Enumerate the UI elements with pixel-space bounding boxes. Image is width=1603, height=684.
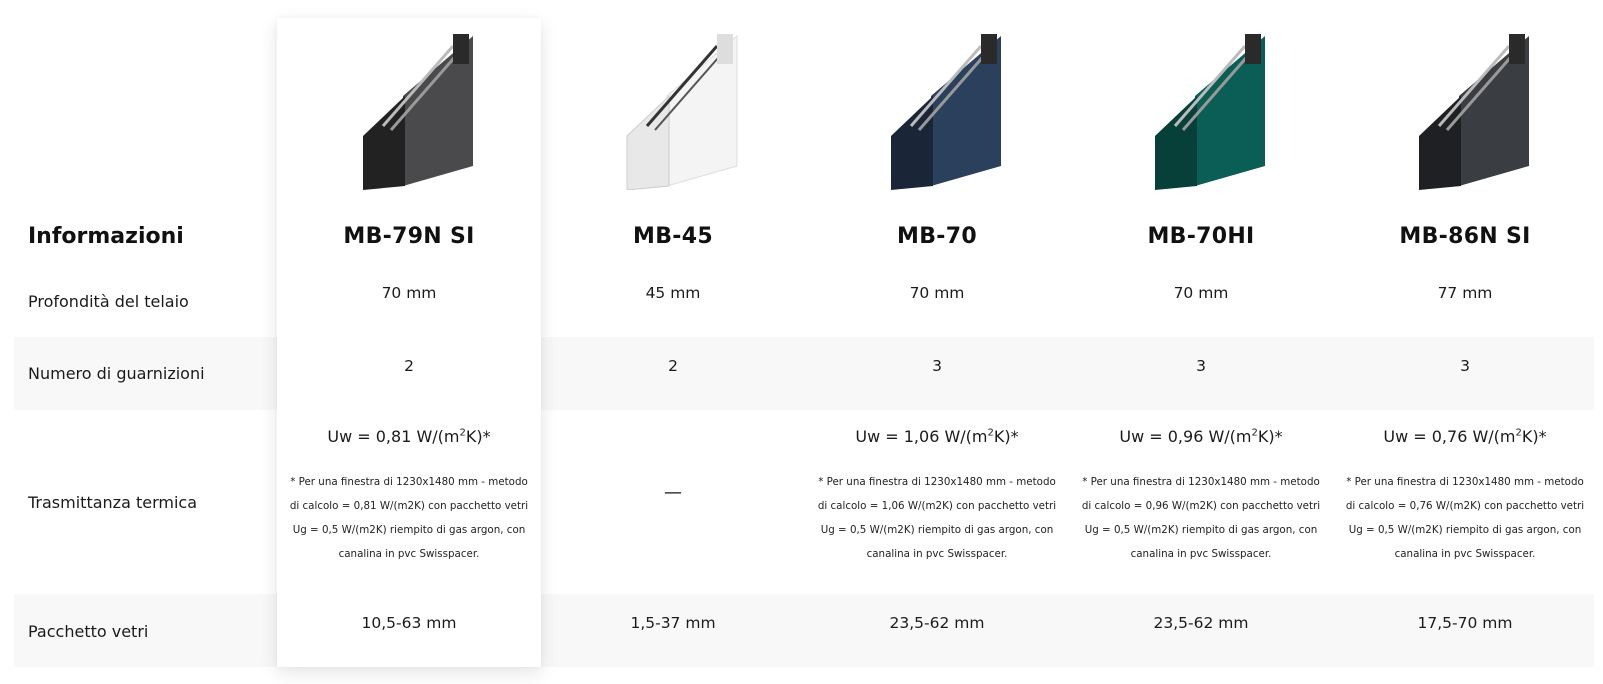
product-name[interactable]: MB-45	[633, 224, 713, 249]
product-name[interactable]: MB-86N SI	[1399, 224, 1531, 249]
window-profile-icon	[1135, 26, 1267, 190]
thermal-note: * Per una finestra di 1230x1480 mm - metodo di calcolo = 0,96 W/(m2K) con pacchetto vetri Ug = 0,5 W/(m2K) riempito di gas argon, con canalina in pvc Swisspacer.	[1081, 476, 1321, 560]
frame-depth-value: 45 mm	[645, 284, 701, 302]
window-profile-icon	[871, 26, 1003, 190]
product-image-mb-79n-si[interactable]	[343, 26, 475, 190]
product-image-mb-86n-si[interactable]	[1399, 26, 1531, 190]
glazing-value: 23,5-62 mm	[889, 614, 985, 632]
thermal-note: * Per una finestra di 1230x1480 mm - metodo di calcolo = 0,76 W/(m2K) con pacchetto vetri Ug = 0,5 W/(m2K) riempito di gas argon, con canalina in pvc Swisspacer.	[1345, 476, 1585, 560]
frame-depth-value: 77 mm	[1437, 284, 1493, 302]
uw-value: Uw = 1,06 $W/(m^2K)*$	[855, 427, 1019, 446]
glazing-value: 1,5-37 mm	[630, 614, 716, 632]
gaskets-value: 2	[668, 357, 678, 375]
glazing-value: 23,5-62 mm	[1153, 614, 1249, 632]
row-label-gaskets: Numero di guarnizioni	[28, 364, 205, 383]
thermal-note: * Per una finestra di 1230x1480 mm - metodo di calcolo = 0,81 W/(m2K) con pacchetto vetri Ug = 0,5 W/(m2K) riempito di gas argon, con canalina in pvc Swisspacer.	[289, 476, 529, 560]
window-profile-icon	[343, 26, 475, 190]
product-name[interactable]: MB-70	[897, 224, 977, 249]
thermal-empty-dash: —	[664, 482, 682, 503]
glazing-value: 10,5-63 mm	[361, 614, 457, 632]
window-profile-icon	[1399, 26, 1531, 190]
product-image-mb-45[interactable]	[607, 26, 739, 190]
uw-value: Uw = 0,81 $W/(m^2K)*$	[327, 427, 491, 446]
product-image-mb-70hi[interactable]	[1135, 26, 1267, 190]
row-label-thermal: Trasmittanza termica	[28, 493, 197, 512]
glazing-value: 17,5-70 mm	[1417, 614, 1513, 632]
row-label-frame-depth: Profondità del telaio	[28, 292, 189, 311]
window-profile-icon	[607, 26, 739, 190]
uw-value: Uw = 0,96 $W/(m^2K)*$	[1119, 427, 1283, 446]
gaskets-value: 3	[1460, 357, 1470, 375]
gaskets-value: 2	[404, 357, 414, 375]
product-name[interactable]: MB-79N SI	[343, 224, 475, 249]
product-image-mb-70[interactable]	[871, 26, 1003, 190]
product-name[interactable]: MB-70HI	[1147, 224, 1255, 249]
uw-value: Uw = 0,76 $W/(m^2K)*$	[1383, 427, 1547, 446]
frame-depth-value: 70 mm	[1173, 284, 1229, 302]
frame-depth-value: 70 mm	[909, 284, 965, 302]
gaskets-value: 3	[932, 357, 942, 375]
row-label-glazing: Pacchetto vetri	[28, 622, 149, 641]
thermal-note: * Per una finestra di 1230x1480 mm - metodo di calcolo = 1,06 W/(m2K) con pacchetto vetri Ug = 0,5 W/(m2K) riempito di gas argon, con canalina in pvc Swisspacer.	[817, 476, 1057, 560]
frame-depth-value: 70 mm	[381, 284, 437, 302]
section-title: Informazioni	[28, 224, 184, 249]
gaskets-value: 3	[1196, 357, 1206, 375]
